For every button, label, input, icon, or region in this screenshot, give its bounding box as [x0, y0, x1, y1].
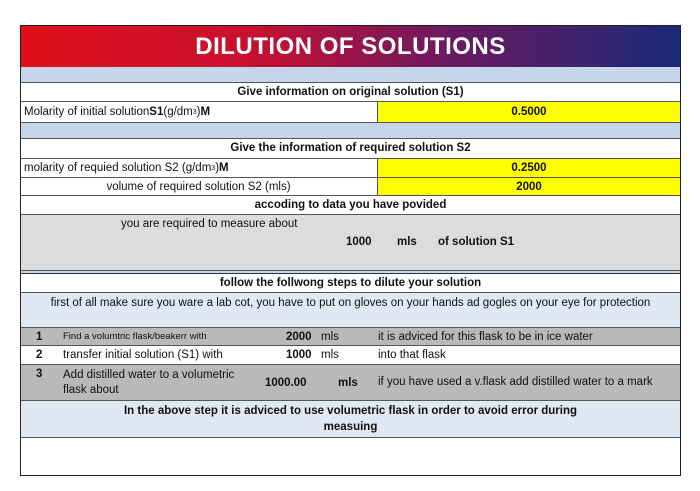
step-note: it is adviced for this flask to be in ice water [378, 330, 593, 343]
s1-label-m: M [200, 106, 211, 118]
s2-molarity-label [24, 159, 376, 177]
page-title: DILUTION OF SOLUTIONS [21, 26, 680, 67]
step-value: 1000.00 [265, 376, 307, 389]
step-row [21, 346, 680, 365]
s1-label-bold: S1 [149, 106, 164, 118]
s2-volume-input[interactable]: 2000 [377, 178, 680, 195]
step-note: into that flask [378, 349, 446, 361]
s2-volume-label: volume of required solution S2 (mls) [106, 180, 291, 193]
steps-header: follow the follwong steps to dilute your solution [21, 274, 680, 293]
step-number: 1 [36, 330, 43, 343]
s2-molarity-input[interactable]: 0.2500 [377, 159, 680, 177]
s2-molarity-post: ) [215, 162, 220, 174]
step-text: transfer initial solution (S1) with [63, 349, 223, 361]
s2-header: Give the information of required solution S2 [21, 139, 680, 159]
s1-molarity-label [24, 102, 376, 122]
step-note: if you have used a v.flask add distilled water to a mark [378, 376, 653, 388]
step-text: Find a volumtric flask/beakerr with [63, 331, 207, 342]
s2-molarity-sup: 3 [211, 164, 216, 172]
s1-label-text: Molarity of initial solution [24, 106, 150, 118]
s2-volume-row [21, 178, 680, 196]
step-row [21, 365, 680, 401]
s1-molarity-row [21, 102, 680, 123]
result-amount: 1000 [346, 236, 372, 248]
step-value: 2000 [286, 330, 312, 343]
s1-label-post: ) [196, 106, 201, 118]
step-unit: mls [321, 330, 339, 343]
s1-label-sup: 3 [192, 108, 197, 116]
empty-row [21, 438, 680, 475]
spreadsheet-sheet [20, 25, 681, 476]
safety-intro: first of all make sure you ware a lab cot, you have to put on gloves on your hands ad gogles on your eye for protection [21, 293, 680, 328]
spacer-row [21, 67, 680, 83]
result-box [21, 215, 680, 271]
s1-molarity-input[interactable]: 0.5000 [377, 102, 680, 122]
s1-label-unit: (g/dm [163, 106, 193, 118]
step-unit: mls [321, 349, 339, 361]
result-of-solution: of solution S1 [438, 236, 515, 248]
result-header: accoding to data you have povided [21, 196, 680, 215]
step-number: 3 [36, 368, 43, 380]
step-number: 2 [36, 349, 43, 361]
s1-header: Give information on original solution (S1) [21, 83, 680, 102]
s2-molarity-row [21, 159, 680, 178]
step-text: Add distilled water to a volumetric flask about [63, 368, 235, 396]
result-unit: mls [397, 236, 417, 248]
s2-molarity-text: molarity of requied solution S2 (g/dm [24, 162, 212, 174]
result-line: you are required to measure about [121, 218, 298, 230]
step-row [21, 328, 680, 346]
spacer-row [21, 123, 680, 139]
step-value: 1000 [286, 349, 312, 361]
step-unit: mls [338, 376, 358, 389]
s2-molarity-m: M [219, 162, 229, 174]
advice-text: In the above step it is adviced to use volumetric flask in order to avoid error during measuing [21, 401, 680, 438]
